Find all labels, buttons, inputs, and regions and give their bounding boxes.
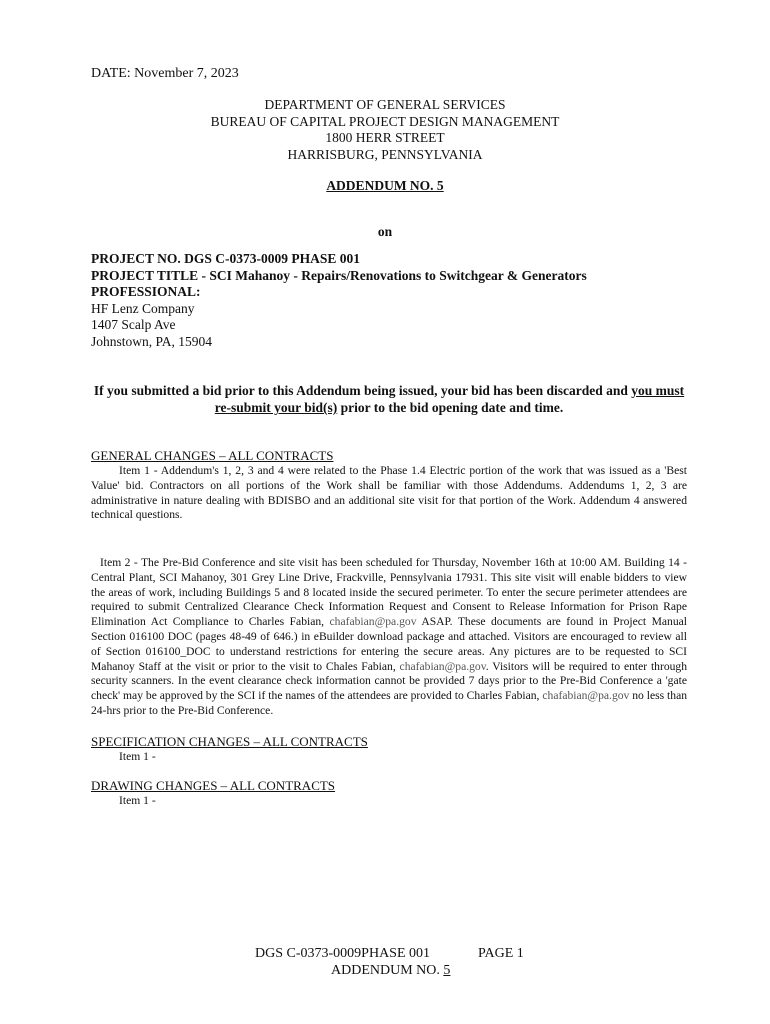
project-number: PROJECT NO. DGS C-0373-0009 PHASE 001 (91, 251, 361, 266)
general-changes-title: GENERAL CHANGES – ALL CONTRACTS (91, 448, 334, 463)
bid-notice (91, 382, 687, 416)
footer-doc-id: DGS C-0373-0009PHASE 001 (255, 946, 431, 961)
footer-page-number: PAGE 1 (478, 946, 524, 961)
email-link[interactable]: chafabian@pa.gov (542, 689, 630, 703)
project-title: PROJECT TITLE - SCI Mahanoy - Repairs/Renovations to Switchgear & Generators (91, 267, 587, 283)
header-street: 1800 HERR STREET (325, 130, 445, 145)
agency-header (0, 97, 770, 163)
specification-changes-title: SPECIFICATION CHANGES – ALL CONTRACTS (91, 734, 368, 749)
drawing-changes-title: DRAWING CHANGES – ALL CONTRACTS (91, 778, 336, 793)
email-link[interactable]: chafabian@pa.gov (329, 615, 417, 629)
header-bureau: BUREAU OF CAPITAL PROJECT DESIGN MANAGEMENT (210, 113, 560, 129)
header-city: HARRISBURG, PENNSYLVANIA (287, 146, 483, 162)
project-block (91, 251, 587, 350)
footer-addendum: ADDENDUM NO. 5 (331, 963, 451, 978)
notice-emphasis: you must re-submit your bid(s) (214, 383, 685, 415)
email-link[interactable]: chafabian@pa.gov (399, 659, 486, 673)
date-line: DATE: November 7, 2023 (91, 66, 239, 81)
addendum-title: ADDENDUM NO. 5 (326, 178, 444, 193)
professional-label: PROFESSIONAL: (91, 284, 201, 299)
footer-addendum-number: 5 (443, 963, 451, 978)
company-name: HF Lenz Company (91, 300, 195, 316)
notice-part1: If you submitted a bid prior to this Addendum being issued, your bid has been discarded and (93, 383, 632, 398)
notice-part3: prior to the bid opening date and time. (337, 400, 564, 415)
on-label: on (377, 224, 393, 239)
company-address-line2: Johnstown, PA, 15904 (91, 333, 213, 349)
general-item-2: Item 2 - The Pre-Bid Conference and site visit has been scheduled for Thursday, November 16th at 10:00 AM. Building 14 - Central Plant, SCI Mahanoy, 301 Grey Line Drive, Frackville, Pennsylvania 17931. This site visit will enable bidders to view the areas of work, including Buildings 5 and 8 located inside the secured perimeter. To enter the secure perimeter attendees are required to submit Centralized Clearance Check Information Request and Consent to Release Information for Prison Rape Elimination Act Compliance to Charles Fabian, chafabian@pa.gov ASAP. These documents are found in Project Manual Section 016100 DOC (pages 48-49 of 646.) in eBuilder download package and attached. Visitors are encouraged to review all of Section 016100_DOC to understand restrictions for entering the secure areas. Any pictures are to be requested to SCI Mahanoy Staff at the visit or prior to the visit to Chales Fabian, chafabian@pa.gov. Visitors will be required to enter through security scanners. In the event clearance check information cannot be provided 7 days prior to the Pre-Bid Conference a 'gate check' may be approved by the SCI if the names of the attendees are provided to Charles Fabian, chafabian@pa.gov no less than 24-hrs prior to the Pre-Bid Conference. (91, 556, 688, 717)
header-department: DEPARTMENT OF GENERAL SERVICES (264, 97, 506, 112)
specification-item-1: Item 1 - (119, 750, 156, 763)
general-item-1: Item 1 - Addendum's 1, 2, 3 and 4 were related to the Phase 1.4 Electric portion of the work that was issued as a 'Best Value' bid. Contractors on all portions of the Work shall be familiar with those Addendums. Addendums 1, 2, 3 are administrative in nature dealing with BDISBO and an additional site visit for that portion of the Work. Addendum 4 answered technical questions. (91, 464, 687, 522)
drawing-item-1: Item 1 - (119, 794, 156, 807)
company-address-line1: 1407 Scalp Ave (91, 317, 176, 332)
